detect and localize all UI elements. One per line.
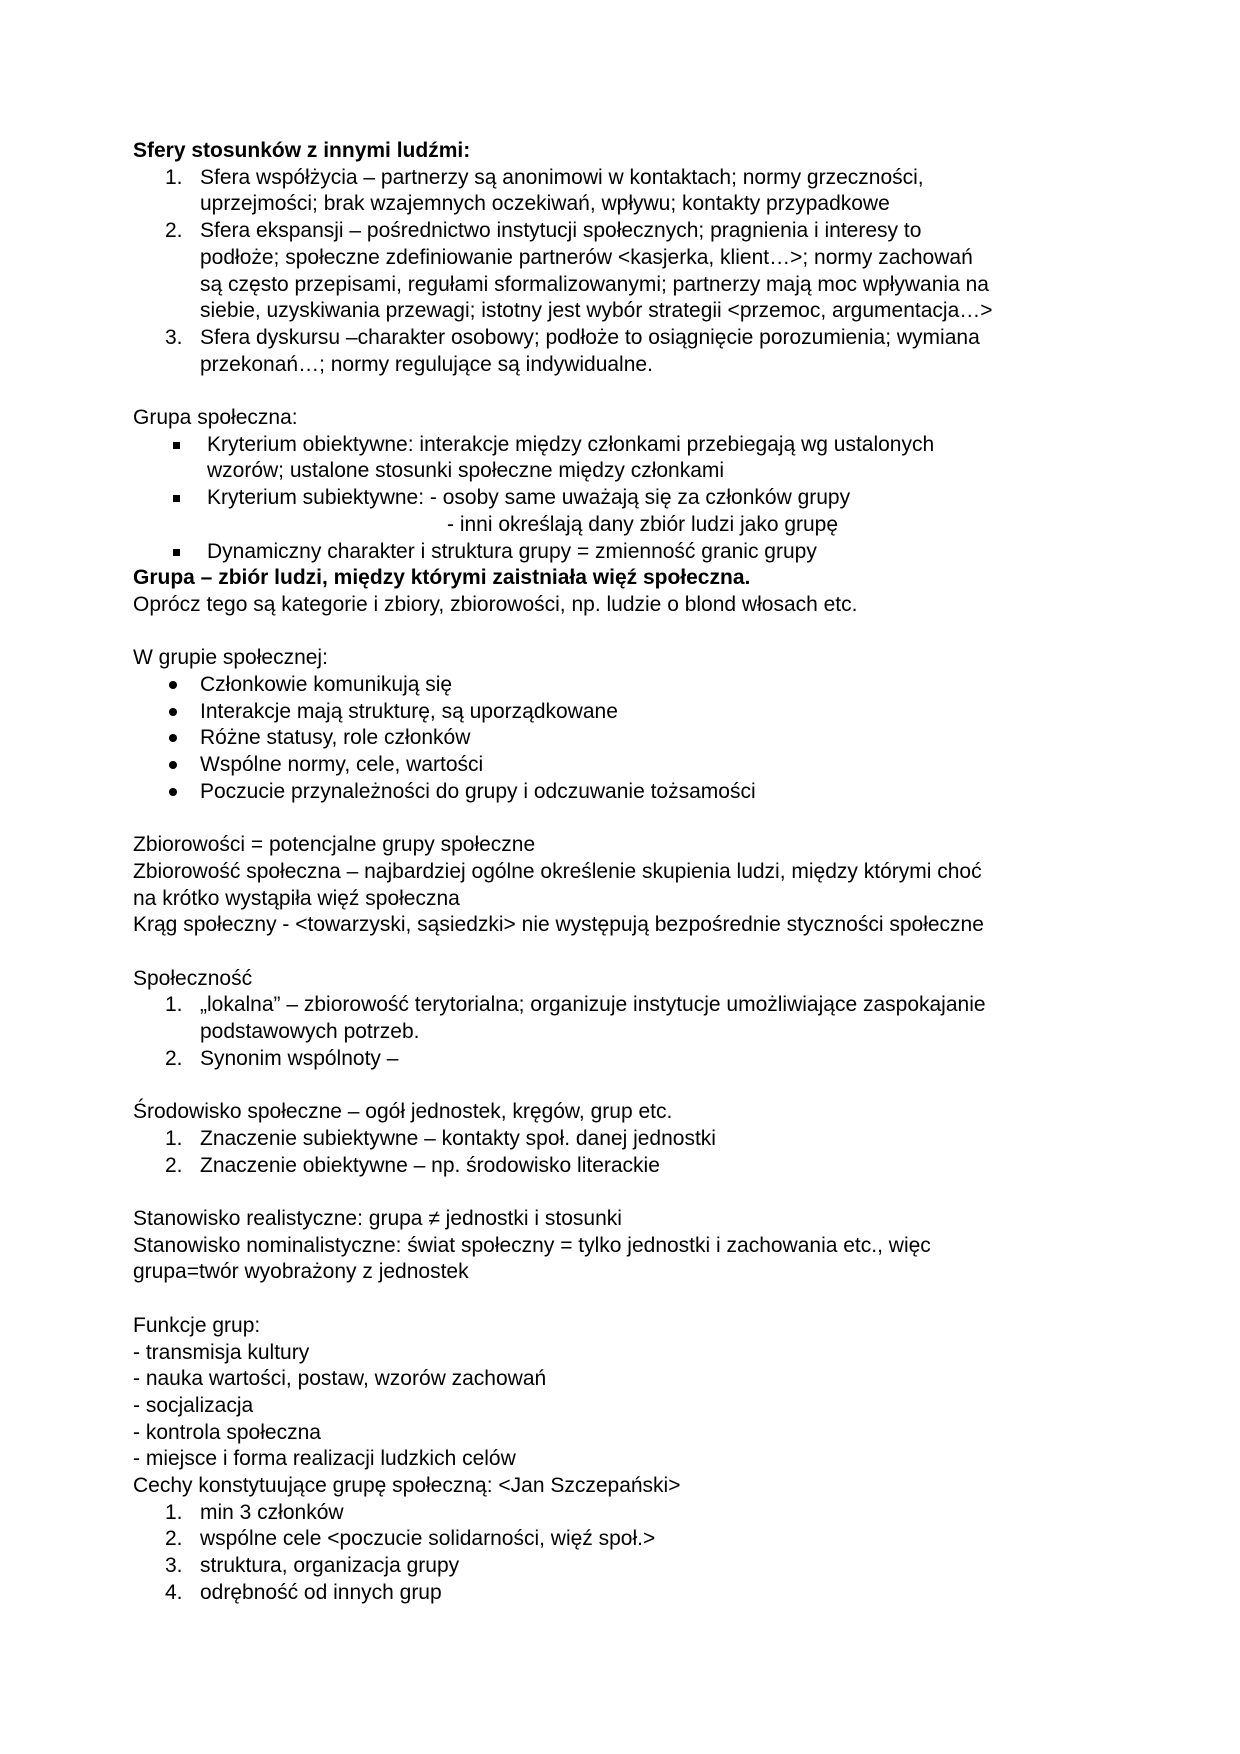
line-text: na krótko wystąpiła więź społeczna bbox=[133, 886, 460, 910]
heading-line bbox=[133, 138, 1133, 165]
text-line bbox=[133, 191, 1133, 218]
text-line bbox=[133, 245, 1133, 272]
line-text: Sfery stosunków z innymi ludźmi: bbox=[133, 139, 471, 162]
list-number: 2. bbox=[165, 1046, 183, 1070]
text-line bbox=[133, 645, 1133, 672]
text-line bbox=[133, 725, 1133, 752]
list-number: 3. bbox=[165, 1554, 183, 1578]
text-line bbox=[133, 165, 1133, 192]
line-text: siebie, uzyskiwania przewagi; istotny jest wybór strategii <przemoc, argumentacja…> bbox=[200, 299, 993, 323]
list-number: 1. bbox=[165, 1126, 183, 1150]
line-text: Różne statusy, role członków bbox=[200, 726, 471, 750]
text-line bbox=[133, 859, 1133, 886]
line-text: są często przepisami, regułami sformalizowanymi; partnerzy mają moc wpływania na bbox=[200, 272, 989, 296]
text-line bbox=[133, 1500, 1133, 1527]
line-text: Dynamiczny charakter i struktura grupy = zmienność granic grupy bbox=[207, 539, 817, 563]
line-text: Środowisko społeczne – ogół jednostek, kręgów, grup etc. bbox=[133, 1100, 673, 1124]
list-number: 1. bbox=[165, 165, 183, 189]
line-text: - kontrola społeczna bbox=[133, 1420, 321, 1444]
line-text: Zbiorowość społeczna – najbardziej ogólne określenie skupienia ludzi, między którymi choć bbox=[133, 859, 982, 883]
line-text: Znaczenie obiektywne – np. środowisko literackie bbox=[200, 1153, 660, 1177]
text-line bbox=[133, 1099, 1133, 1126]
line-text: „lokalna” – zbiorowość terytorialna; organizuje instytucje umożliwiające zaspokajanie bbox=[200, 993, 986, 1017]
text-line bbox=[133, 1126, 1133, 1153]
document-content bbox=[133, 138, 1133, 1607]
line-text: Oprócz tego są kategorie i zbiory, zbiorowości, np. ludzie o blond włosach etc. bbox=[133, 592, 858, 616]
bullet-dot-icon bbox=[169, 761, 177, 769]
text-line bbox=[133, 1259, 1133, 1286]
bullet-dot-icon bbox=[169, 708, 177, 716]
line-text: Zbiorowości = potencjalne grupy społeczne bbox=[133, 833, 536, 857]
text-line bbox=[133, 1233, 1133, 1260]
text-line bbox=[133, 1446, 1133, 1473]
section-sfery-stosunkow bbox=[133, 138, 1133, 378]
line-text: Sfera ekspansji – pośrednictwo instytucji społecznych; pragnienia i interesy to bbox=[200, 219, 922, 243]
bullet-dot-icon bbox=[169, 734, 177, 742]
text-line bbox=[133, 1206, 1133, 1233]
line-text: uprzejmości; brak wzajemnych oczekiwań, wpływu; kontakty przypadkowe bbox=[200, 192, 890, 216]
text-line bbox=[133, 325, 1133, 352]
line-text: struktura, organizacja grupy bbox=[200, 1554, 460, 1578]
text-line bbox=[133, 1420, 1133, 1447]
line-text: Społeczność bbox=[133, 966, 253, 990]
list-number: 2. bbox=[165, 219, 183, 243]
text-line bbox=[133, 592, 1133, 619]
text-line bbox=[133, 672, 1133, 699]
text-line bbox=[133, 779, 1133, 806]
text-line bbox=[133, 405, 1133, 432]
text-line bbox=[133, 752, 1133, 779]
text-line bbox=[133, 1580, 1133, 1607]
list-number: 1. bbox=[165, 1500, 183, 1524]
section-stanowiska bbox=[133, 1206, 1133, 1286]
text-line bbox=[133, 539, 1133, 566]
section-zbiorowosci bbox=[133, 832, 1133, 939]
line-text: - transmisja kultury bbox=[133, 1340, 310, 1364]
list-number: 3. bbox=[165, 325, 183, 349]
line-text: Cechy konstytuujące grupę społeczną: <Jan Szczepański> bbox=[133, 1474, 681, 1498]
line-text: podłoże; społeczne zdefiniowanie partnerów <kasjerka, klient…>; normy zachowań bbox=[200, 245, 973, 269]
text-line bbox=[133, 1313, 1133, 1340]
text-line bbox=[133, 1019, 1133, 1046]
bullet-square-icon bbox=[173, 549, 180, 556]
text-line bbox=[133, 458, 1133, 485]
line-text: Grupa społeczna: bbox=[133, 406, 298, 430]
text-line bbox=[133, 512, 1133, 539]
text-line bbox=[133, 912, 1133, 939]
list-number: 2. bbox=[165, 1153, 183, 1177]
bullet-dot-icon bbox=[169, 681, 177, 689]
line-text: - socjalizacja bbox=[133, 1393, 254, 1417]
line-text: Kryterium obiektywne: interakcje między członkami przebiegają wg ustalonych bbox=[207, 432, 935, 456]
bullet-square-icon bbox=[173, 442, 180, 449]
text-line bbox=[133, 1526, 1133, 1553]
line-text: Krąg społeczny - <towarzyski, sąsiedzki> nie występują bezpośrednie styczności społeczne bbox=[133, 913, 984, 937]
text-line bbox=[133, 1366, 1133, 1393]
text-line bbox=[133, 992, 1133, 1019]
line-text: Kryterium subiektywne: - osoby same uważają się za członków grupy bbox=[207, 486, 851, 510]
text-line bbox=[133, 1153, 1133, 1180]
bullet-dot-icon bbox=[169, 788, 177, 796]
line-text: - miejsce i forma realizacji ludzkich celów bbox=[133, 1447, 516, 1471]
line-text: - inni określają dany zbiór ludzi jako grupę bbox=[447, 512, 839, 536]
line-text: przekonań…; normy regulujące są indywidualne. bbox=[200, 352, 653, 376]
line-text: odrębność od innych grup bbox=[200, 1580, 442, 1604]
section-grupa-spoleczna bbox=[133, 405, 1133, 619]
list-number: 4. bbox=[165, 1580, 183, 1604]
text-line bbox=[133, 272, 1133, 299]
line-text: Wspólne normy, cele, wartości bbox=[200, 753, 484, 777]
line-text: Stanowisko nominalistyczne: świat społeczny = tylko jednostki i zachowania etc., więc bbox=[133, 1233, 931, 1257]
line-text: min 3 członków bbox=[200, 1500, 344, 1524]
text-line bbox=[133, 352, 1133, 379]
line-text: - nauka wartości, postaw, wzorów zachowań bbox=[133, 1367, 547, 1391]
line-text: Sfera dyskursu –charakter osobowy; podłoże to osiągnięcie porozumienia; wymiana bbox=[200, 325, 980, 349]
section-w-grupie-spolecznej bbox=[133, 645, 1133, 805]
line-text: Funkcje grup: bbox=[133, 1313, 261, 1337]
line-text: Sfera współżycia – partnerzy są anonimowi w kontaktach; normy grzeczności, bbox=[200, 165, 924, 189]
text-line bbox=[133, 886, 1133, 913]
line-text: Grupa – zbiór ludzi, między którymi zaistniała więź społeczna. bbox=[133, 566, 751, 590]
bullet-square-icon bbox=[173, 495, 180, 502]
line-text: Synonim wspólnoty – bbox=[200, 1046, 399, 1070]
text-line bbox=[133, 298, 1133, 325]
text-line bbox=[133, 832, 1133, 859]
list-number: 2. bbox=[165, 1527, 183, 1551]
line-text: W grupie społecznej: bbox=[133, 646, 328, 670]
text-line bbox=[133, 432, 1133, 459]
line-text: wspólne cele <poczucie solidarności, więź społ.> bbox=[200, 1527, 656, 1551]
text-line bbox=[133, 1046, 1133, 1073]
section-funkcje-grup bbox=[133, 1313, 1133, 1607]
line-text: Członkowie komunikują się bbox=[200, 673, 453, 697]
section-spolecznosc bbox=[133, 966, 1133, 1073]
text-line bbox=[133, 699, 1133, 726]
list-number: 1. bbox=[165, 993, 183, 1017]
text-line bbox=[133, 1553, 1133, 1580]
section-srodowisko-spoleczne bbox=[133, 1099, 1133, 1179]
text-line bbox=[133, 966, 1133, 993]
text-line bbox=[133, 218, 1133, 245]
text-line bbox=[133, 565, 1133, 592]
line-text: grupa=twór wyobrażony z jednostek bbox=[133, 1260, 469, 1284]
line-text: Znaczenie subiektywne – kontakty społ. danej jednostki bbox=[200, 1126, 716, 1150]
line-text: Interakcje mają strukturę, są uporządkowane bbox=[200, 699, 618, 723]
text-line bbox=[133, 1393, 1133, 1420]
text-line bbox=[133, 1473, 1133, 1500]
text-line bbox=[133, 485, 1133, 512]
line-text: Poczucie przynależności do grupy i odczuwanie tożsamości bbox=[200, 779, 756, 803]
line-text: podstawowych potrzeb. bbox=[200, 1020, 420, 1044]
line-text: Stanowisko realistyczne: grupa ≠ jednostki i stosunki bbox=[133, 1207, 622, 1231]
line-text: wzorów; ustalone stosunki społeczne między członkami bbox=[207, 459, 725, 483]
text-line bbox=[133, 1340, 1133, 1367]
